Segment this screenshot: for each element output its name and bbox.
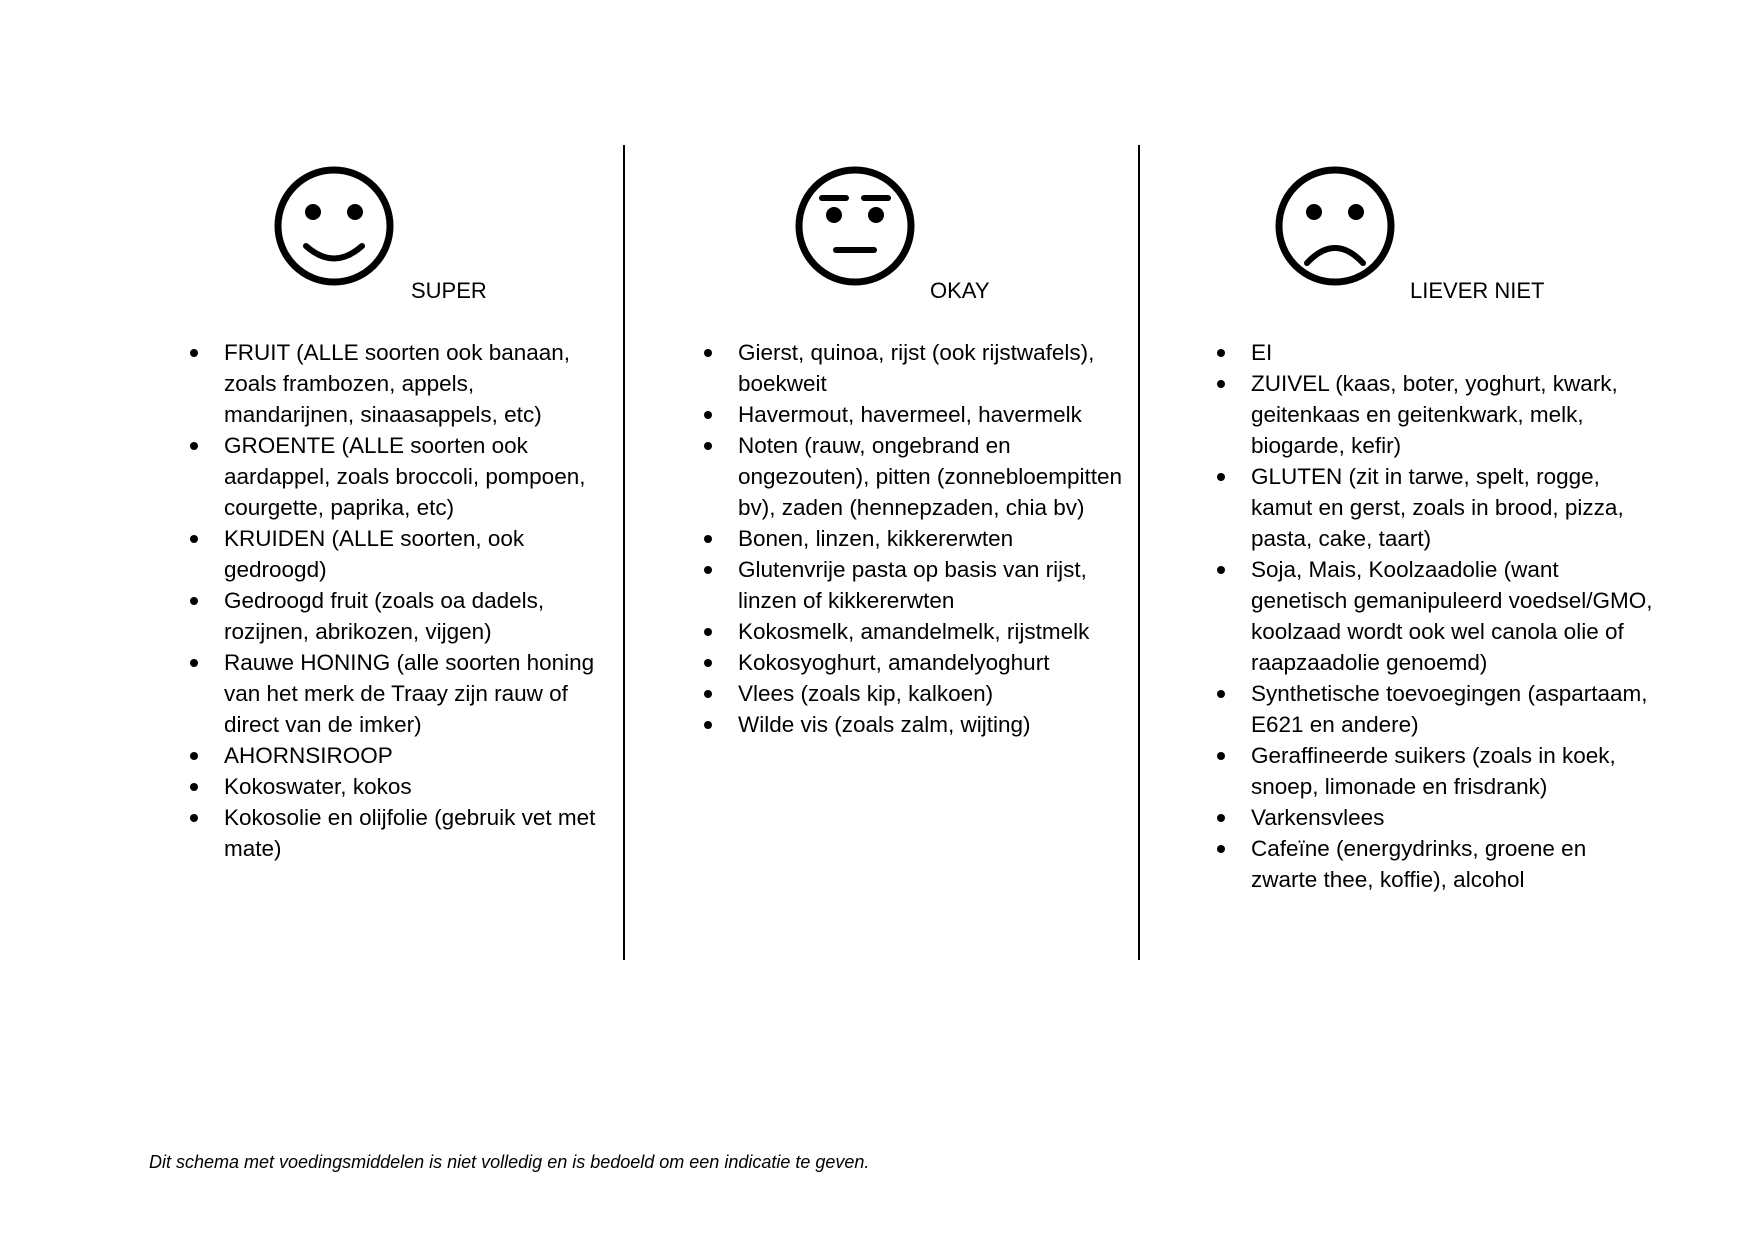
list-item: Cafeïne (energydrinks, groene en zwarte thee, koffie), alcohol [1213, 833, 1653, 895]
list-item: Kokoswater, kokos [186, 771, 606, 802]
list-item: KRUIDEN (ALLE soorten, ook gedroogd) [186, 523, 606, 585]
list-item: Soja, Mais, Koolzaadolie (want genetisch gemanipuleerd voedsel/GMO, koolzaad wordt ook wel canola olie of raapzaadolie genoemd) [1213, 554, 1653, 678]
list-item: FRUIT (ALLE soorten ook banaan, zoals frambozen, appels, mandarijnen, sinaasappels, etc) [186, 337, 606, 430]
list-item: EI [1213, 337, 1653, 368]
list-item: Synthetische toevoegingen (aspartaam, E621 en andere) [1213, 678, 1653, 740]
column-title-super: SUPER [411, 278, 487, 303]
column-title-liever-niet: LIEVER NIET [1410, 278, 1545, 303]
column-super [0, 0, 624, 1239]
list-item: ZUIVEL (kaas, boter, yoghurt, kwark, geitenkaas en geitenkwark, melk, biogarde, kefir) [1213, 368, 1653, 461]
list-item: Gierst, quinoa, rijst (ook rijstwafels), boekweit [700, 337, 1138, 399]
list-item: Bonen, linzen, kikkererwten [700, 523, 1138, 554]
food-list-okay [700, 337, 1138, 740]
column-okay [624, 0, 1139, 1239]
list-item: Vlees (zoals kip, kalkoen) [700, 678, 1138, 709]
list-item: Glutenvrije pasta op basis van rijst, linzen of kikkererwten [700, 554, 1138, 616]
list-item: GLUTEN (zit in tarwe, spelt, rogge, kamut en gerst, zoals in brood, pizza, pasta, cake, taart) [1213, 461, 1653, 554]
neutral-face-icon [794, 165, 916, 287]
list-item: Varkensvlees [1213, 802, 1653, 833]
list-item: Kokosmelk, amandelmelk, rijstmelk [700, 616, 1138, 647]
list-item: Kokosyoghurt, amandelyoghurt [700, 647, 1138, 678]
smiling-face-icon [273, 165, 395, 287]
food-list-super [186, 337, 606, 864]
frowning-face-icon [1274, 165, 1396, 287]
list-item: GROENTE (ALLE soorten ook aardappel, zoals broccoli, pompoen, courgette, paprika, etc) [186, 430, 606, 523]
column-liever-niet [1139, 0, 1754, 1239]
list-item: Wilde vis (zoals zalm, wijting) [700, 709, 1138, 740]
list-item: Gedroogd fruit (zoals oa dadels, rozijnen, abrikozen, vijgen) [186, 585, 606, 647]
list-item: AHORNSIROOP [186, 740, 606, 771]
list-item: Kokosolie en olijfolie (gebruik vet met mate) [186, 802, 606, 864]
list-item: Havermout, havermeel, havermelk [700, 399, 1138, 430]
list-item: Noten (rauw, ongebrand en ongezouten), pitten (zonnebloempitten bv), zaden (hennepzaden, chia bv) [700, 430, 1138, 523]
column-title-okay: OKAY [930, 278, 990, 303]
food-list-liever-niet [1213, 337, 1653, 895]
footnote: Dit schema met voedingsmiddelen is niet volledig en is bedoeld om een indicatie te geven. [149, 1152, 870, 1172]
list-item: Geraffineerde suikers (zoals in koek, snoep, limonade en frisdrank) [1213, 740, 1653, 802]
list-item: Rauwe HONING (alle soorten honing van het merk de Traay zijn rauw of direct van de imker) [186, 647, 606, 740]
